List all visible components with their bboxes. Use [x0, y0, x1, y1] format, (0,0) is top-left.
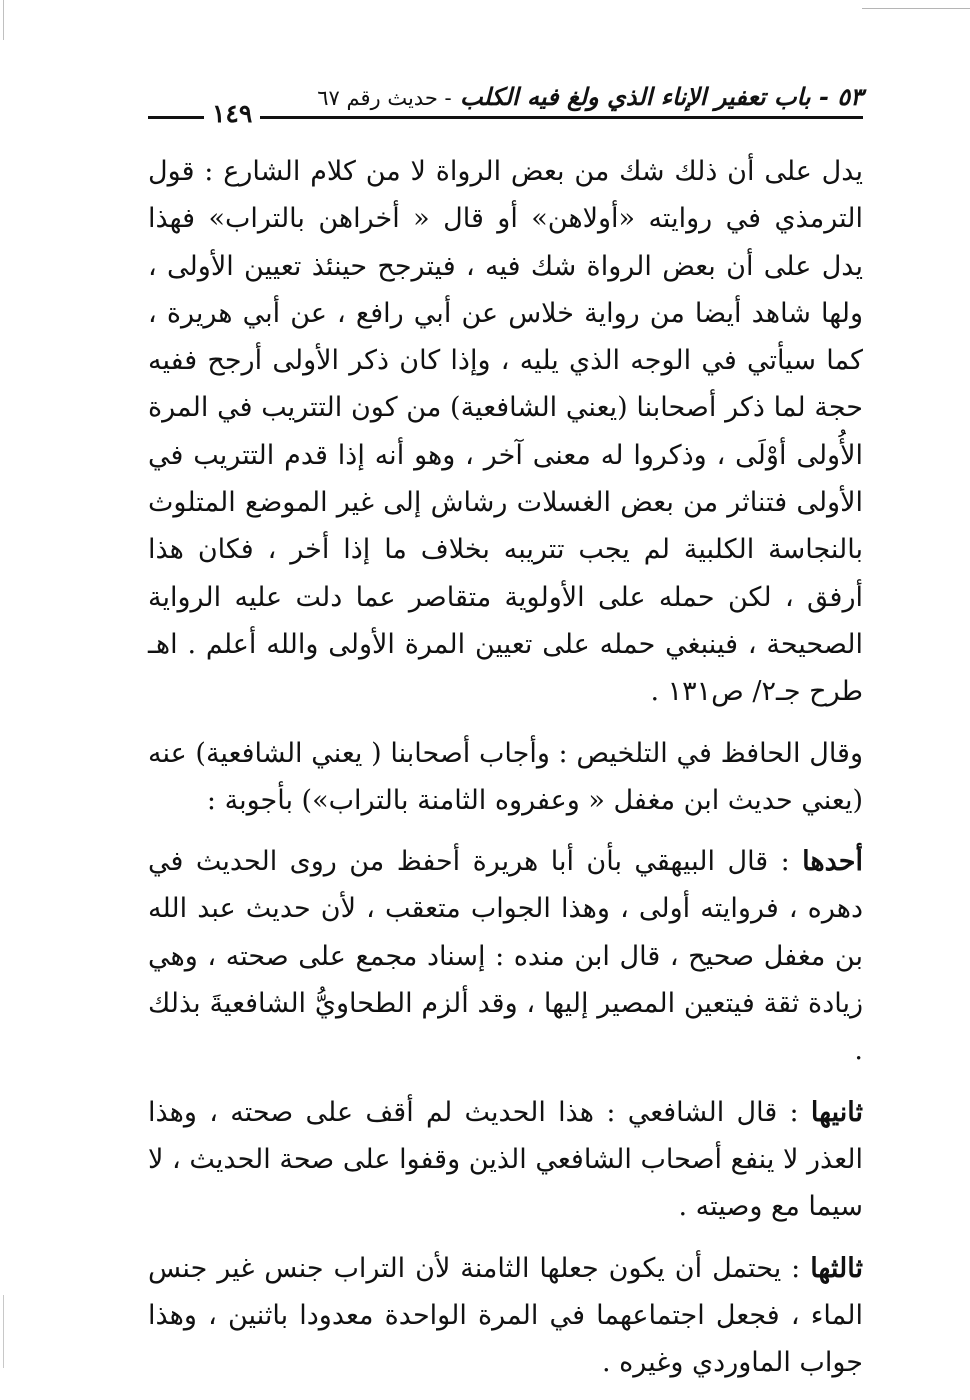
paragraph: [148, 1089, 863, 1231]
chapter-title-text: ٥٣ - باب تعفير الإناء الذي ولغ فيه الكلب: [459, 82, 863, 111]
main-text: [148, 148, 863, 1400]
hadith-number: - حديث رقم ٦٧: [317, 86, 452, 110]
paragraph: [148, 148, 863, 716]
paragraph-text: وقال الحافظ في التلخيص : وأجاب أصحابنا ( يعني الشافعية) عنه (يعني حديث ابن مغفل « وعفروه الثامنة بالتراب») بأجوبة :: [148, 737, 863, 816]
paragraph-lead: ثانيها: [810, 1096, 863, 1128]
paragraph: [148, 1245, 863, 1387]
paragraph-text: : قال البيهقي بأن أبا هريرة أحفظ من روى الحديث في دهره ، فروايته أولى ، وهذا الجواب متعقب ، لأن حديث عبد الله بن مغفل صحيح ، قال ابن منده : إسناد مجمع على صحته ، وهي زيادة ثقة فيتعين المصير إليها ، وقد ألزم الطحاويُّ الشافعيةَ بذلك .: [148, 846, 863, 1067]
scan-edge-line: [3, 0, 4, 40]
running-header: [148, 80, 863, 126]
scan-edge-line: [862, 8, 970, 9]
scan-edge-line: [3, 1295, 4, 1368]
paragraph: [148, 838, 863, 1074]
paragraph-text: يدل على أن ذلك شك من بعض الرواة لا من كلام الشارع : قول الترمذي في روايته «أولاهن» أو قال « أخراهن بالتراب» فهذا يدل على أن بعض الرواة شك فيه ، فيترجح حينئذ تعيين الأولى ، ولها شاهد أيضا من رواية خلاس عن أبي رافع ، عن أبي هريرة ، كما سيأتي في الوجه الذي يليه ، وإذا كان ذكر الأولى أرجح ففيه حجة لما ذكر أصحابنا (يعني الشافعية) من كون التتريب في المرة الأُولى أوْلَى ، وذكروا له معنى آخر ، وهو أنه إذا قدم التتريب في الأولى فتناثر من بعض الغسلات رشاش إلى غير الموضع المتلوث بالنجاسة الكلبية لم يجب تتريبه بخلاف ما إذا أخر ، فكان هذا أرفق ، لكن حمله على الأولوية متقاصر عما دلت عليه الرواية الصحيحة ، فينبغي حمله على تعيين المرة الأولى والله أعلم . اهـ طرح جـ٢/ ص١٣١ .: [148, 156, 863, 708]
chapter-title: [317, 80, 863, 115]
paragraph: [148, 730, 863, 825]
paragraph-text: : قال الشافعي : هذا الحديث لم أقف على صحته ، وهذا العذر لا ينفع أصحاب الشافعي الذين وقفوا على صحة الحديث ، لا سيما مع وصيته .: [148, 1096, 863, 1223]
page-number: ١٤٩: [204, 94, 260, 134]
paragraph-lead: ثالثها: [810, 1252, 863, 1284]
paragraph-text: : يحتمل أن يكون جعلها الثامنة لأن التراب جنس غير جنس الماء ، فجعل اجتماعهما في المرة الواحدة معدودا باثنين ، وهذا جواب الماوردي وغيره .: [148, 1252, 863, 1379]
paragraph-lead: أحدها: [802, 846, 863, 878]
